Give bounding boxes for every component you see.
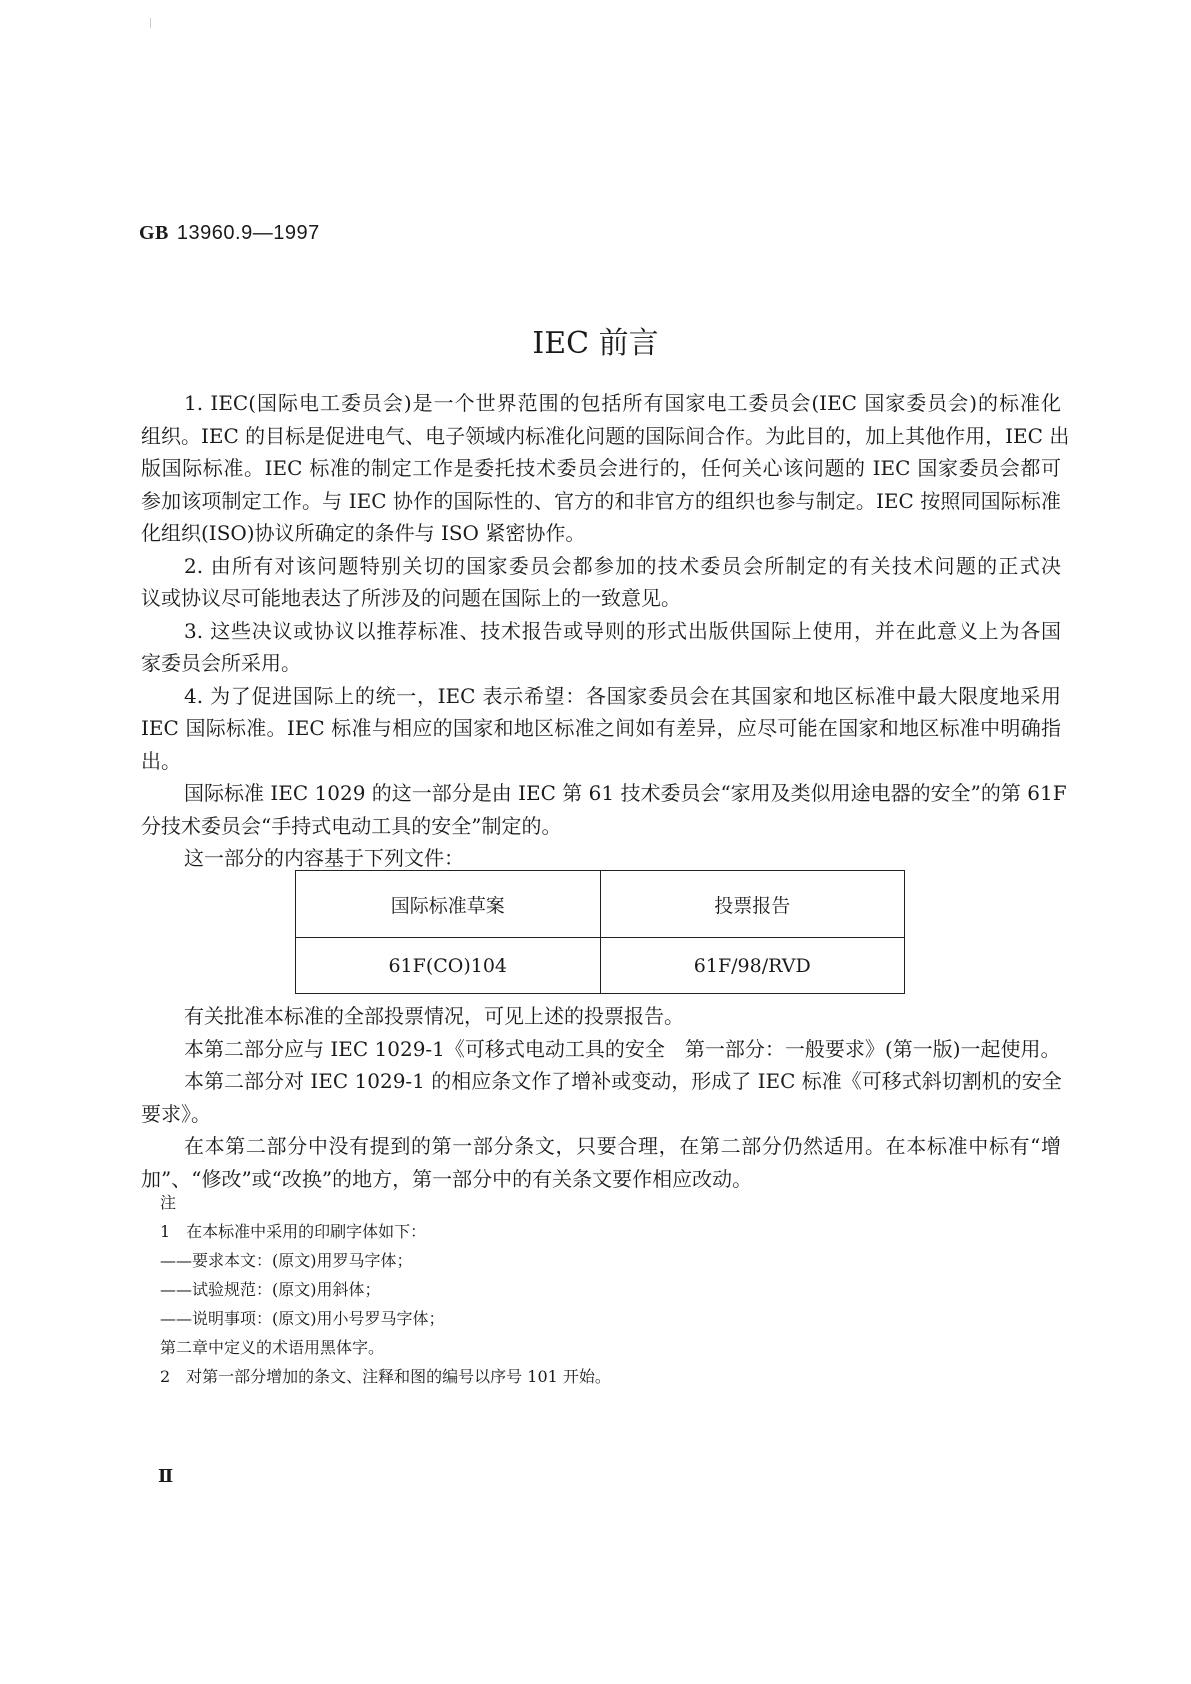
- table-header-cell: 国际标准草案: [296, 871, 601, 938]
- scan-mark: [150, 18, 151, 28]
- foreword-body-bottom: [141, 1000, 1061, 1195]
- standard-prefix: GB: [139, 222, 169, 244]
- paragraph-line: 加”、“修改”或“改换”的地方，第一部分中的有关条文要作相应改动。: [141, 1166, 753, 1191]
- paragraph-line: 要求》。: [141, 1101, 211, 1126]
- table-header-row: [296, 871, 905, 938]
- paragraph-line: 1. IEC(国际电工委员会)是一个世界范围的包括所有国家电工委员会(IEC 国家委员会)的标准化: [184, 391, 1061, 415]
- paragraph-line: 组织。IEC 的目标是促进电气、电子领域内标准化问题的国际间合作。为此目的，加上其他作用，IEC 出: [141, 423, 1070, 448]
- notes-section: [160, 1188, 611, 1391]
- paragraph-line: 2. 由所有对该问题特别关切的国家委员会都参加的技术委员会所制定的有关技术问题的正式决: [184, 553, 1061, 578]
- page-number: Ⅱ: [158, 1466, 174, 1487]
- paragraph-line: 本第二部分应与 IEC 1029-1《可移式电动工具的安全 第一部分：一般要求》(第一版)一起使用。: [184, 1036, 1061, 1061]
- paragraph-line: 化组织(ISO)协议所确定的条件与 ISO 紧密协作。: [141, 521, 586, 545]
- page-title: IEC 前言: [532, 326, 659, 361]
- paragraph-line: 分技术委员会“手持式电动工具的安全”制定的。: [141, 813, 562, 838]
- paragraph-line: 3. 这些决议或协议以推荐标准、技术报告或导则的形式出版供国际上使用，并在此意义上为各国: [184, 618, 1061, 643]
- paragraph-line: 出。: [141, 748, 181, 773]
- paragraph-line: 这一部分的内容基于下列文件：: [184, 846, 464, 870]
- note-line: 2 对第一部分增加的条文、注释和图的编号以序号 101 开始。: [160, 1367, 611, 1386]
- note-line: ——要求本文：(原文)用罗马字体；: [160, 1251, 413, 1270]
- foreword-body-top: [141, 387, 1070, 875]
- paragraph-line: 国际标准 IEC 1029 的这一部分是由 IEC 第 61 技术委员会“家用及类似用途电器的安全”的第 61F: [184, 781, 1067, 805]
- paragraph-line: IEC 国际标准。IEC 标准与相应的国家和地区标准之间如有差异，应尽可能在国家和地区标准中明确指: [141, 716, 1061, 740]
- paragraph-line: 议或协议尽可能地表达了所涉及的问题在国际上的一致意见。: [141, 586, 681, 610]
- paragraph-line: 4. 为了促进国际上的统一，IEC 表示希望：各国家委员会在其国家和地区标准中最大限度地采用: [184, 683, 1061, 708]
- paragraph-line: 参加该项制定工作。与 IEC 协作的国际性的、官方的和非官方的组织也参与制定。IEC 按照同国际标准: [141, 488, 1061, 513]
- document-code: [139, 222, 320, 245]
- table-row: [296, 938, 905, 994]
- paragraph-line: 本第二部分对 IEC 1029-1 的相应条文作了增补或变动，形成了 IEC 标准《可移式斜切割机的安全: [184, 1069, 1062, 1093]
- table-cell: 61F/98/RVD: [600, 938, 905, 994]
- note-line: 第二章中定义的术语用黑体字。: [160, 1338, 385, 1357]
- paragraph-line: 家委员会所采用。: [141, 651, 301, 675]
- standard-number: 13960.9—1997: [176, 222, 320, 244]
- note-line: 注: [160, 1193, 177, 1212]
- paragraph-line: 在本第二部分中没有提到的第一部分条文，只要合理，在第二部分仍然适用。在本标准中标有“增: [184, 1134, 1061, 1158]
- table-header-cell: 投票报告: [600, 871, 905, 938]
- note-line: 1 在本标准中采用的印刷字体如下：: [160, 1222, 427, 1241]
- documents-table: [295, 870, 905, 994]
- paragraph-line: 有关批准本标准的全部投票情况，可见上述的投票报告。: [184, 1004, 684, 1028]
- note-line: ——试验规范：(原文)用斜体；: [160, 1280, 381, 1299]
- paragraph-line: 版国际标准。IEC 标准的制定工作是委托技术委员会进行的，任何关心该问题的 IEC 国家委员会都可: [141, 456, 1061, 480]
- note-line: ——说明事项：(原文)用小号罗马字体；: [160, 1309, 445, 1328]
- table-cell: 61F(CO)104: [296, 938, 601, 994]
